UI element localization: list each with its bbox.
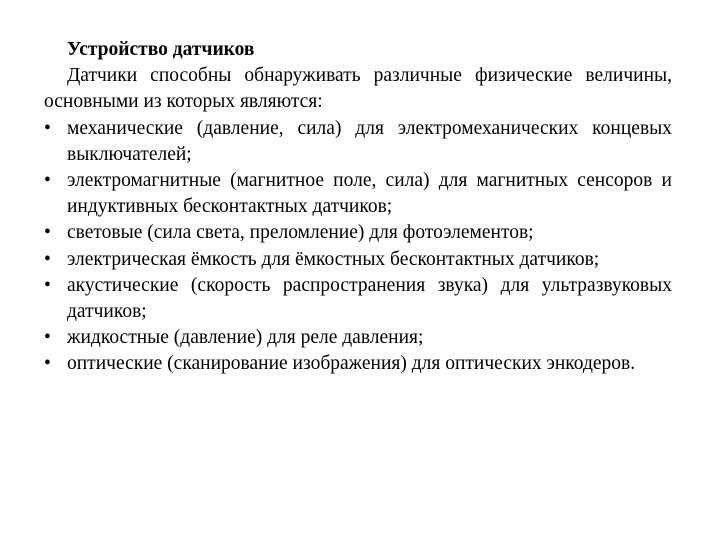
sensor-types-list: [44, 116, 672, 378]
list-item-text: электромагнитные (магнитное поле, сила) для магнитных сенсоров и индуктивных бесконтактных датчиков;: [67, 170, 672, 218]
list-item: [44, 168, 672, 220]
intro-paragraph: Датчики способны обнаруживать различные физические величины, основными из которых являются:: [44, 65, 672, 113]
list-item: [44, 247, 672, 273]
bullet-icon: •: [44, 222, 51, 244]
bullet-icon: •: [44, 327, 51, 349]
bullet-icon: •: [44, 117, 51, 139]
list-item-text: световые (сила света, преломление) для фотоэлементов;: [67, 222, 534, 244]
list-item: [44, 116, 672, 168]
bullet-icon: •: [44, 170, 51, 192]
list-item-text: жидкостные (давление) для реле давления;: [67, 327, 424, 349]
list-item-text: электрическая ёмкость для ёмкостных бесконтактных датчиков;: [67, 248, 600, 270]
list-item: [44, 273, 672, 325]
bullet-icon: •: [44, 274, 51, 296]
list-item-text: оптические (сканирование изображения) для оптических энкодеров.: [67, 353, 636, 375]
slide-content: [44, 37, 672, 378]
list-item-text: механические (давление, сила) для электромеханических концевых выключателей;: [67, 117, 672, 165]
list-item: [44, 325, 672, 351]
list-item: [44, 220, 672, 246]
bullet-icon: •: [44, 248, 51, 270]
slide-title: Устройство датчиков: [67, 39, 255, 60]
list-item-text: акустические (скорость распространения звука) для ультразвуковых датчиков;: [67, 274, 672, 323]
bullet-icon: •: [44, 353, 51, 375]
list-item: [44, 351, 672, 377]
